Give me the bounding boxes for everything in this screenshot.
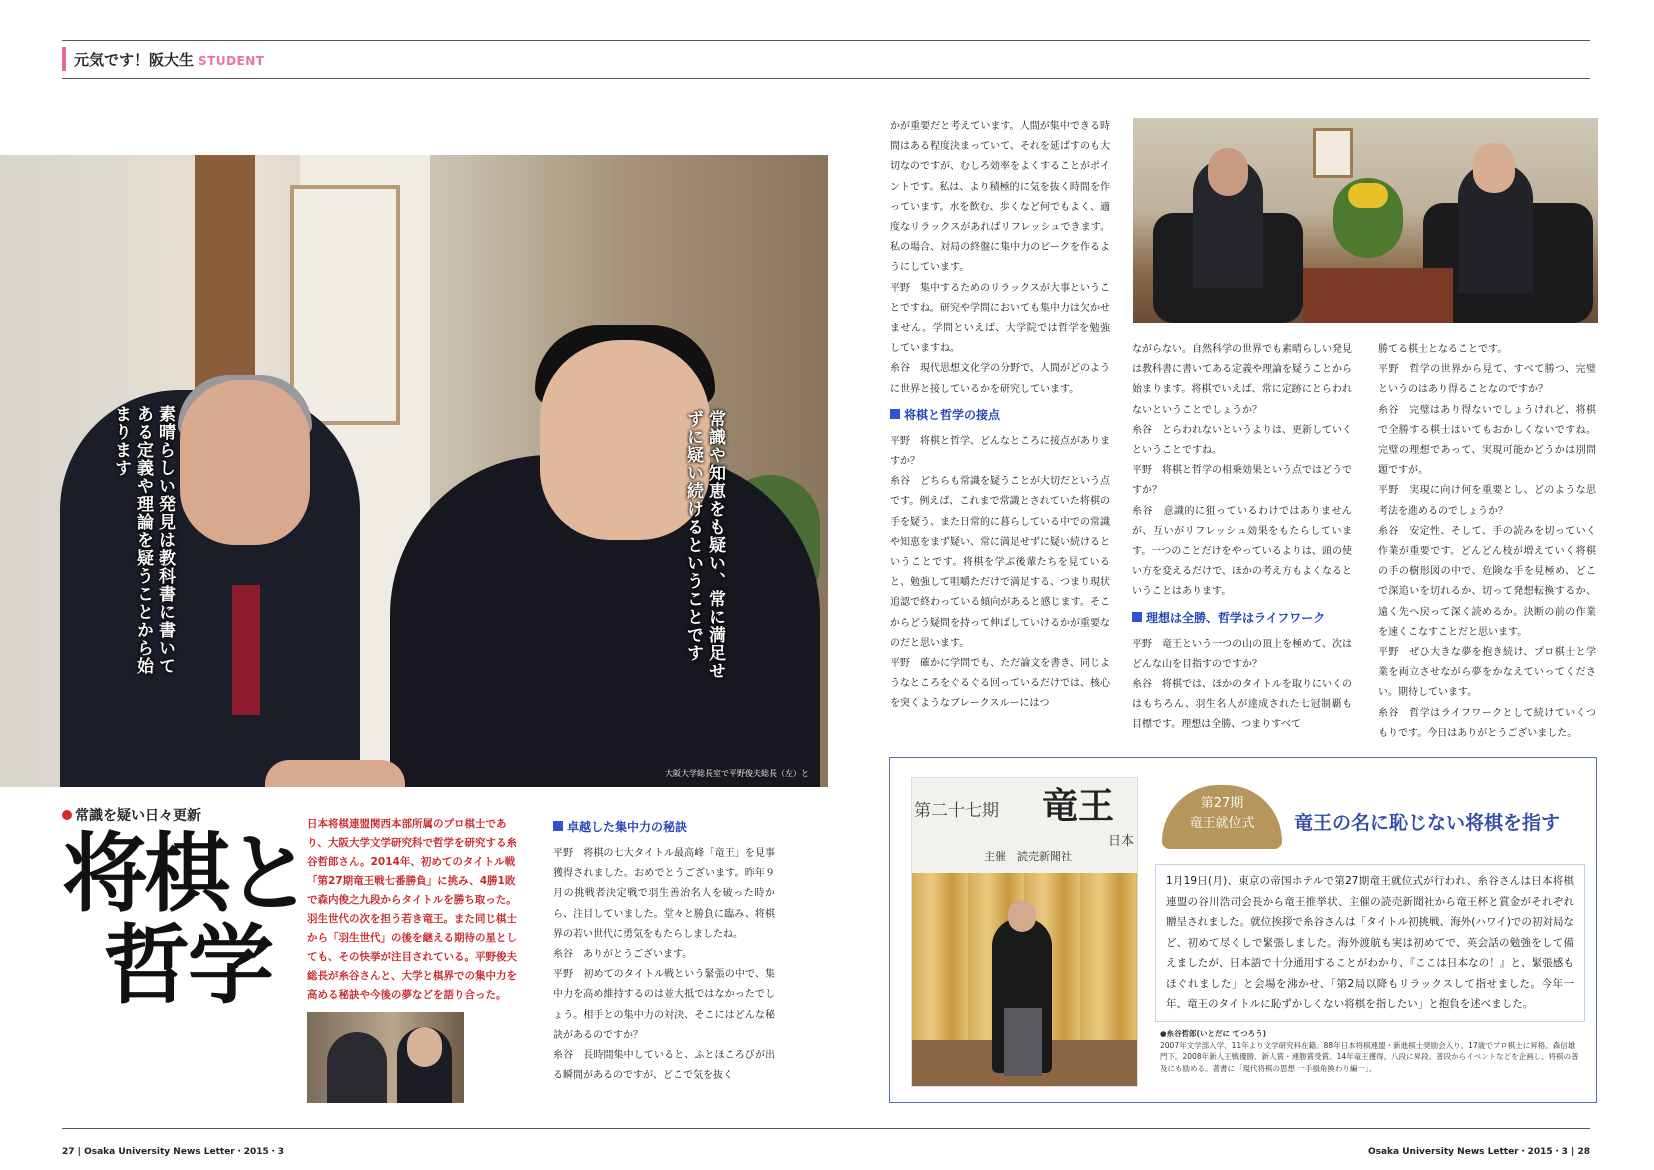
- fan-emblem-line1: 第27期: [1200, 796, 1244, 811]
- small-photo: [307, 1012, 464, 1103]
- section-heading: 将棋と哲学の接点: [890, 404, 1110, 426]
- subhead-text: 常識を疑い日々更新: [75, 808, 201, 824]
- article-title: [62, 823, 308, 1016]
- paragraph: 糸谷 現代思想文化学の分野で、人間がどのように世界と接しているかを研究しています。: [890, 363, 1110, 395]
- section-heading: 卓越した集中力の秘訣: [553, 816, 775, 838]
- paragraph: かが重要だと考えています。人間が集中できる時間はある程度決まっていて、それを延ばすのも大切なのですが、むしろ効率をよくすることがポイントです。私は、より積極的に気を抜く時間を作っています。水を飲む、歩くなど何でもよく、適度なリラックスがあればリフレッシュできます。私の場合、対局の終盤に集中力のピークを作るようにしています。: [890, 121, 1110, 274]
- paragraph: 平野 哲学の世界から見て、すべて勝つ、完璧というのはあり得ることなのですか？: [1378, 364, 1596, 396]
- article-column-1: [553, 812, 775, 1086]
- main-photo-caption: 大阪大学総長室で平野俊夫総長（左）と: [665, 769, 809, 778]
- article-column-4: [1378, 340, 1596, 744]
- paragraph: 糸谷 とらわれないというよりは、更新していくということですね。: [1132, 424, 1352, 457]
- ceremony-banner-left-text: 第二十七期: [914, 801, 999, 821]
- photo-person-left-tie: [232, 585, 260, 715]
- profile-note-text: 2007年文学部入学、11年より文学研究科在籍。88年日本将棋連盟・新進棋士奨励会入り。17歳でプロ棋士に昇格。森信雄門下。2008年新人王戦優勝、新人賞・連勝賞受賞。14年竜王獲得。八段に昇段。普段からイベントなどを企画し、将棋の普及にも励める。著書に「現代将棋の思想 一手損角換わり編一」。: [1160, 1040, 1579, 1073]
- paragraph: 平野 ぜひ大きな夢を抱き続け、プロ棋士と学業を両立させながら夢をかなえていってください。期待しています。: [1378, 647, 1596, 699]
- fan-emblem-line2: 竜王就位式: [1189, 816, 1255, 831]
- header-top-rule: [62, 40, 1590, 41]
- article-column-2: [890, 117, 1110, 715]
- paragraph: 平野 初めてのタイトル戦という緊張の中で、集中力を高め維持するのは並大抵ではなかったでしょう。相手との集中力の対決、そこにはどんな秘訣があるのですか？: [553, 969, 775, 1041]
- article-title-line1: 将棋と: [62, 823, 308, 924]
- sidebar-heading: 竜王の名に恥じない将棋を指す: [1294, 812, 1561, 834]
- header-tag: STUDENT: [198, 54, 265, 68]
- paragraph: 糸谷 意識的に狙っているわけではありませんが、互いがリフレッシュ効果をもたらしています。一つのことだけをやっているよりは、頭の使い方を変えるだけで、ほかの考え方もよくなるということはあります。: [1132, 505, 1352, 598]
- meeting-photo-person-left-head: [1208, 148, 1248, 196]
- profile-note-title: ●糸谷哲郎(いとだに てつろう): [1160, 1029, 1267, 1038]
- footer-rule: [62, 1128, 1590, 1129]
- article-column-3: [1132, 340, 1352, 736]
- ceremony-banner-right-text: 日本: [1108, 834, 1135, 849]
- paragraph: 平野 将棋と哲学、どんなところに接点がありますか？: [890, 435, 1110, 468]
- sidebar-body: 1月19日(月)、東京の帝国ホテルで第27期竜王就位式が行われ、糸谷さんは日本将棋連盟の谷川浩司会長から竜王推挙状、主催の読売新聞社から竜王杯と賞金がそれぞれ贈呈されました。就位挨拶で糸谷さんは「タイトル初挑戦、海外(ハワイ)での初対局など、初めて尽くしで緊張しました。海外渡航も実は初めてで、英会話の勉強をして備えましたが、日本語で十分通用することがわかり、『ここは日本なの！』と、緊張感もほぐれました」と会場を沸かせ、「第2局以降もリラックスして指せました。今年一年、竜王のタイトルに恥ずかしくない将棋を指したい」と抱負を述べました。: [1155, 864, 1585, 1022]
- section-heading: 理想は全勝、哲学はライフワーク: [1132, 607, 1352, 629]
- footer-right-folio: Osaka University News Letter・2015・3 | 28: [1367, 1147, 1590, 1157]
- article-lead: 日本将棋連盟関西本部所属のプロ棋士であり、大阪大学文学研究科で哲学を研究する糸谷哲郎さん。2014年、初めてのタイトル戦「第27期竜王戦七番勝負」に挑み、4勝1敗で森内俊之九段からタイトルを勝ち取った。羽生世代の次を担う若き竜王。また同じ棋士から「羽生世代」の後を継える期待の星としても、その快挙が注目されている。平野俊夫総長が糸谷さんと、大学と棋界での集中力を高める秘訣や今後の夢などを語り合った。: [307, 818, 517, 1001]
- ceremony-banner-big-text: 竜王: [1042, 785, 1115, 827]
- meeting-photo-person-right-head: [1473, 143, 1515, 193]
- profile-note: [1160, 1028, 1580, 1074]
- paragraph: 平野 実現に向け何を重要とし、どのような思考法を進めるのでしょうか？: [1378, 485, 1596, 517]
- article-subhead: [62, 805, 201, 825]
- paragraph: 平野 集中するためのリラックスが大事ということですね。研究や学問においても集中力は欠かせません。学問といえば、大学院では哲学を勉強していますね。: [890, 282, 1110, 355]
- footer-left-folio: 27 | Osaka University News Letter・2015・3: [62, 1147, 285, 1157]
- ceremony-photo: [912, 778, 1137, 1086]
- paragraph: 平野 将棋の七大タイトル最高峰「竜王」を見事獲得されました。おめでとうございます。昨年９月の挑戦者決定戦で羽生善治名人を破った時から、注目していました。堂々と勝負に臨み、将棋界の若い世代に勇気をもたらしましたね。: [553, 848, 775, 940]
- ceremony-banner-sub-text: 主催 読売新聞社: [984, 850, 1072, 863]
- paragraph: 糸谷 完璧はあり得ないでしょうけれど、将棋で全勝する棋士はいてもおかしくないですね。完璧の理想であって、実現可能かどうかは別問題ですが。: [1378, 404, 1596, 477]
- header-title: [74, 49, 264, 70]
- header-title-text: 元気です！阪大生: [74, 51, 195, 69]
- small-photo-person-left: [327, 1032, 387, 1103]
- paragraph: 平野 将棋と哲学の相乗効果という点ではどうですか？: [1132, 465, 1352, 497]
- ceremony-person-head: [1008, 900, 1036, 932]
- meeting-photo-table: [1303, 268, 1453, 323]
- paragraph: 糸谷 安定性、そして、手の読みを切っていく作業が重要です。どんどん枝が増えていく将棋の手の樹形図の中で、危険な手を見極め、どこで深追いを切れるか、切って発想転換するか、遠く先へ戻って深く読めるか。決断の前の作業を速くこなすことだと思います。: [1378, 525, 1596, 638]
- paragraph: 糸谷 長時間集中していると、ふとほころびが出る瞬間があるのですが、どこで気を抜く: [553, 1050, 775, 1082]
- subhead-bullet: [62, 810, 72, 820]
- paragraph: 勝てる棋士となることです。: [1378, 344, 1508, 355]
- paragraph: 平野 竜王という一つの山の頂上を極めて、次はどんな山を目指すのですか？: [1132, 638, 1352, 670]
- meeting-photo-flower-blooms: [1348, 183, 1388, 208]
- header-bottom-rule: [62, 78, 1590, 79]
- photo-hanging-scroll: [290, 185, 400, 425]
- paragraph: 糸谷 哲学はライフワークとして続けていくつもりです。今日はありがとうございました。: [1378, 707, 1596, 739]
- paragraph: ながらない。自然科学の世界でも素晴らしい発見は教科書に書いてある定義や理論を疑うことから始まります。将棋でいえば、常に定跡にとらわれないということでしょうか？: [1132, 344, 1352, 416]
- meeting-photo-frame: [1313, 128, 1353, 178]
- pull-quote-left: 素晴らしい発見は教科書に書いてある定義や理論を疑うことから始まります: [111, 405, 175, 675]
- paragraph: 平野 確かに学問でも、ただ論文を書き、同じようなところをぐるぐる回っているだけでは、核心を突くようなブレークスルーにはつ: [890, 658, 1110, 710]
- small-photo-person-right-head: [407, 1027, 442, 1067]
- header-accent-bar: [62, 47, 66, 71]
- ceremony-person-hakama: [1004, 1008, 1042, 1076]
- paragraph: 糸谷 どちらも常識を疑うことが大切だという点です。例えば、これまで常識とされていた将棋の手を疑う、また日常的に暮らしている中での常識や知恵をまず疑い、常に満足せずに疑い続けるということです。将棋を学ぶ後輩たちを見ていると、勉強して咀嚼ただけで満足する、つまり現状追認で終わっている傾向があると感じます。そこからどう疑問を持って伸ばしていけるかが重要なのだと思います。: [890, 476, 1110, 649]
- article-title-line2: 哲学: [104, 915, 272, 1016]
- photo-handshake: [265, 760, 405, 787]
- pull-quote-right: 常識や知恵をも疑い、常に満足せずに疑い続けるということです: [683, 410, 725, 680]
- meeting-photo: [1133, 118, 1598, 323]
- paragraph: 糸谷 将棋では、ほかのタイトルを取りにいくのはもちろん、羽生名人が達成された七冠制覇も目標です。理想は全勝、つまりすべて: [1132, 679, 1352, 731]
- photo-person-left-head: [180, 380, 310, 545]
- paragraph: 糸谷 ありがとうございます。: [553, 949, 693, 961]
